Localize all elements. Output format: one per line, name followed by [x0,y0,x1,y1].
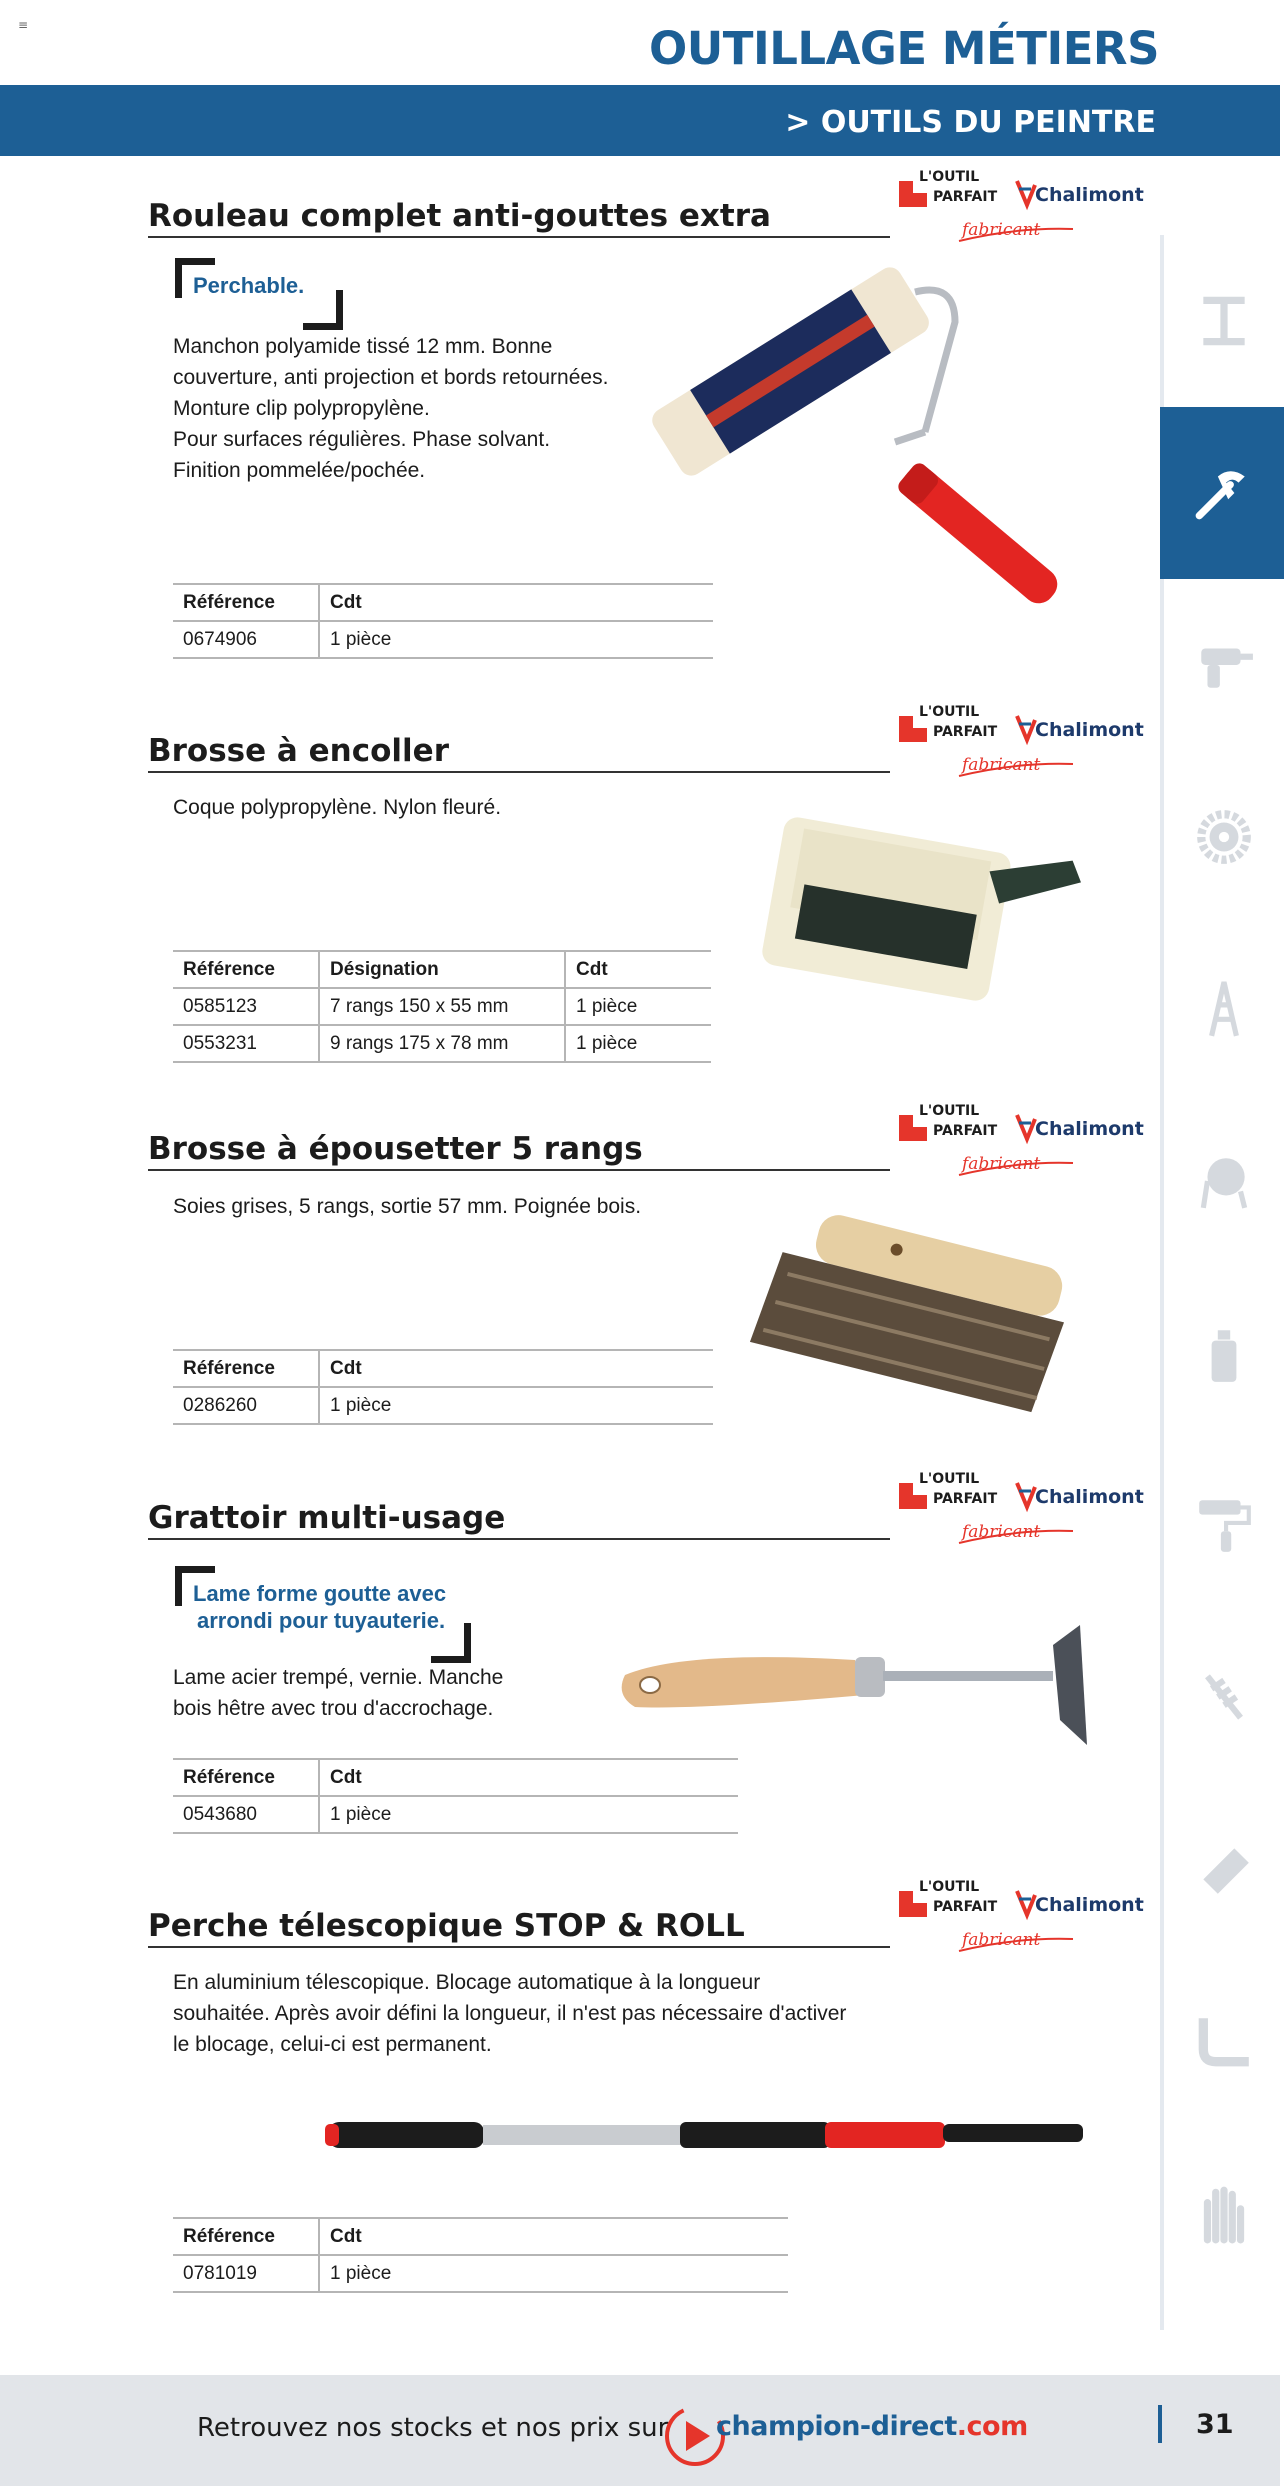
menu-icon[interactable]: ≡ [18,18,29,32]
brand-logo [897,1877,1144,1967]
ladder-icon [1193,978,1255,1040]
spray-can-icon [1193,1322,1255,1384]
feature-text: Perchable. [193,273,305,298]
feature-text: Lame forme goutte avec [193,1581,447,1606]
table-header: Référence [173,951,319,988]
brand-logo [897,702,1144,792]
designation-cell: 9 rangs 175 x 78 mm [319,1025,565,1062]
page-title: OUTILLAGE MÉTIERS [648,22,1159,75]
table-row [173,621,713,658]
category-gloves[interactable] [1164,2127,1284,2299]
svg-text:Chalimont: Chalimont [1035,719,1144,741]
cdt-cell: 1 pièce [565,988,711,1025]
description-line: Pour surfaces régulières. Phase solvant. [173,428,551,451]
description-line: Manchon polyamide tissé 12 mm. Bonne [173,335,553,358]
drill-icon [1193,634,1255,696]
reference-table [173,950,711,1063]
svg-text:Chalimont: Chalimont [1035,184,1144,206]
cdt-cell: 1 pièce [565,1025,711,1062]
product-description [173,792,501,823]
svg-text:PARFAIT: PARFAIT [933,1123,998,1139]
saw-blade-icon [1193,806,1255,868]
concrete-mixer-icon [1193,1150,1255,1212]
category-concrete-mixer[interactable] [1164,1095,1284,1267]
description-line: le blocage, celui-ci est permanent. [173,2033,492,2056]
category-saw-blade[interactable] [1164,751,1284,923]
category-sander[interactable] [1164,1783,1284,1955]
product-title: Rouleau complet anti-gouttes extra [148,198,890,238]
category-paint-roller[interactable] [1164,1439,1284,1611]
svg-text:PARFAIT: PARFAIT [933,1491,998,1507]
description-line: bois hêtre avec trou d'accrochage. [173,1697,494,1720]
reference-table [173,1758,738,1834]
product-title: Brosse à épousetter 5 rangs [148,1131,890,1171]
category-ladder[interactable] [1164,923,1284,1095]
page-number: 31 [1196,2409,1234,2440]
product-brosse-epousseter [148,1131,890,1171]
table-header: Référence [173,1350,319,1387]
description-line: En aluminium télescopique. Blocage automatique à la longueur [173,1971,761,1994]
product-brosse-encoller [148,733,890,773]
table-row [173,1025,711,1062]
category-beam[interactable] [1164,235,1284,407]
table-header: Cdt [565,951,711,988]
svg-text:fabricant: fabricant [962,1154,1041,1174]
cdt-cell: 1 pièce [319,621,713,658]
description-line: Finition pommelée/pochée. [173,459,426,482]
beam-icon [1193,290,1255,352]
product-perche [148,1908,890,1948]
table-header: Cdt [319,584,713,621]
product-description [173,1662,503,1724]
svg-text:L'OUTIL: L'OUTIL [919,704,980,720]
chalimont-brand-logo [897,1469,1144,1559]
pipe-icon [1193,2010,1255,2072]
table-header: Référence [173,2218,319,2255]
chalimont-brand-logo [897,702,1144,792]
product-rouleau [148,198,890,238]
reference-table [173,583,713,659]
brand-logo [897,1469,1144,1559]
svg-text:Chalimont: Chalimont [1035,1486,1144,1508]
svg-text:PARFAIT: PARFAIT [933,1899,998,1915]
chalimont-brand-logo [897,167,1144,257]
table-header: Référence [173,1759,319,1796]
chalimont-brand-logo [897,1877,1144,1967]
category-screw[interactable] [1164,1611,1284,1783]
table-header: Désignation [319,951,565,988]
feature-callout [175,1566,453,1653]
telescopic-pole-image [325,2110,1105,2160]
category-sidebar [1160,235,1280,2330]
category-drill[interactable] [1164,579,1284,751]
svg-text:L'OUTIL: L'OUTIL [919,169,980,185]
table-row [173,988,711,1025]
table-header: Cdt [319,1759,738,1796]
category-pipe[interactable] [1164,1955,1284,2127]
product-title: Grattoir multi-usage [148,1500,890,1540]
category-spray-can[interactable] [1164,1267,1284,1439]
cdt-cell: 1 pièce [319,1387,713,1424]
gloves-icon [1193,2182,1255,2244]
svg-text:PARFAIT: PARFAIT [933,189,998,205]
reference-cell: 0543680 [173,1796,319,1833]
table-header: Référence [173,584,319,621]
svg-text:PARFAIT: PARFAIT [933,724,998,740]
site-name: champion-direct [716,2411,957,2442]
brand-logo [897,167,1144,257]
product-description [173,1967,846,2060]
chalimont-brand-logo [897,1101,1144,1191]
footer-separator [1158,2405,1162,2443]
reference-cell: 0553231 [173,1025,319,1062]
product-description [173,1191,641,1222]
product-description [173,331,608,486]
site-tld: .com [956,2411,1028,2442]
feature-callout [175,258,325,320]
description-line: Soies grises, 5 rangs, sortie 57 mm. Poignée bois. [173,1195,642,1218]
svg-text:fabricant: fabricant [962,755,1041,775]
footer-text: Retrouvez nos stocks et nos prix sur [197,2413,669,2443]
hammer-icon [1191,462,1253,524]
table-row [173,1796,738,1833]
paint-roller-icon [1193,1494,1255,1556]
svg-text:fabricant: fabricant [962,220,1041,240]
table-header: Cdt [319,1350,713,1387]
svg-text:fabricant: fabricant [962,1522,1041,1542]
screw-icon [1193,1666,1255,1728]
svg-text:Chalimont: Chalimont [1035,1118,1144,1140]
product-grattoir [148,1500,890,1540]
table-row [173,1387,713,1424]
scraper-image [615,1615,1095,1765]
svg-text:L'OUTIL: L'OUTIL [919,1471,980,1487]
description-line: Monture clip polypropylène. [173,397,430,420]
category-hammer[interactable] [1160,407,1284,579]
product-title: Perche télescopique STOP & ROLL [148,1908,890,1948]
section-subtitle: > OUTILS DU PEINTRE [785,105,1156,140]
page-footer [0,2375,1280,2486]
cdt-cell: 1 pièce [319,2255,788,2292]
brand-logo [897,1101,1144,1191]
reference-cell: 0674906 [173,621,319,658]
table-row [173,2255,788,2292]
description-line: Coque polypropylène. Nylon fleuré. [173,796,502,819]
reference-table [173,1349,713,1425]
description-line: souhaitée. Après avoir défini la longueur, il n'est pas nécessaire d'activer [173,2002,847,2025]
dusting-brush-image [730,1205,1090,1435]
product-title: Brosse à encoller [148,733,890,773]
pasting-brush-image [760,810,1080,1030]
feature-text: arrondi pour tuyauterie. [197,1608,446,1633]
svg-text:fabricant: fabricant [962,1930,1041,1950]
svg-text:Chalimont: Chalimont [1035,1894,1144,1916]
paint-roller-image [635,262,1065,622]
svg-text:L'OUTIL: L'OUTIL [919,1879,980,1895]
sander-icon [1193,1838,1255,1900]
designation-cell: 7 rangs 150 x 55 mm [319,988,565,1025]
reference-cell: 0585123 [173,988,319,1025]
section-banner [0,85,1280,156]
cdt-cell: 1 pièce [319,1796,738,1833]
site-link[interactable] [716,2411,1028,2442]
reference-cell: 0781019 [173,2255,319,2292]
description-line: couverture, anti projection et bords retournées. [173,366,609,389]
reference-cell: 0286260 [173,1387,319,1424]
table-header: Cdt [319,2218,788,2255]
description-line: Lame acier trempé, vernie. Manche [173,1666,504,1689]
reference-table [173,2217,788,2293]
svg-text:L'OUTIL: L'OUTIL [919,1103,980,1119]
